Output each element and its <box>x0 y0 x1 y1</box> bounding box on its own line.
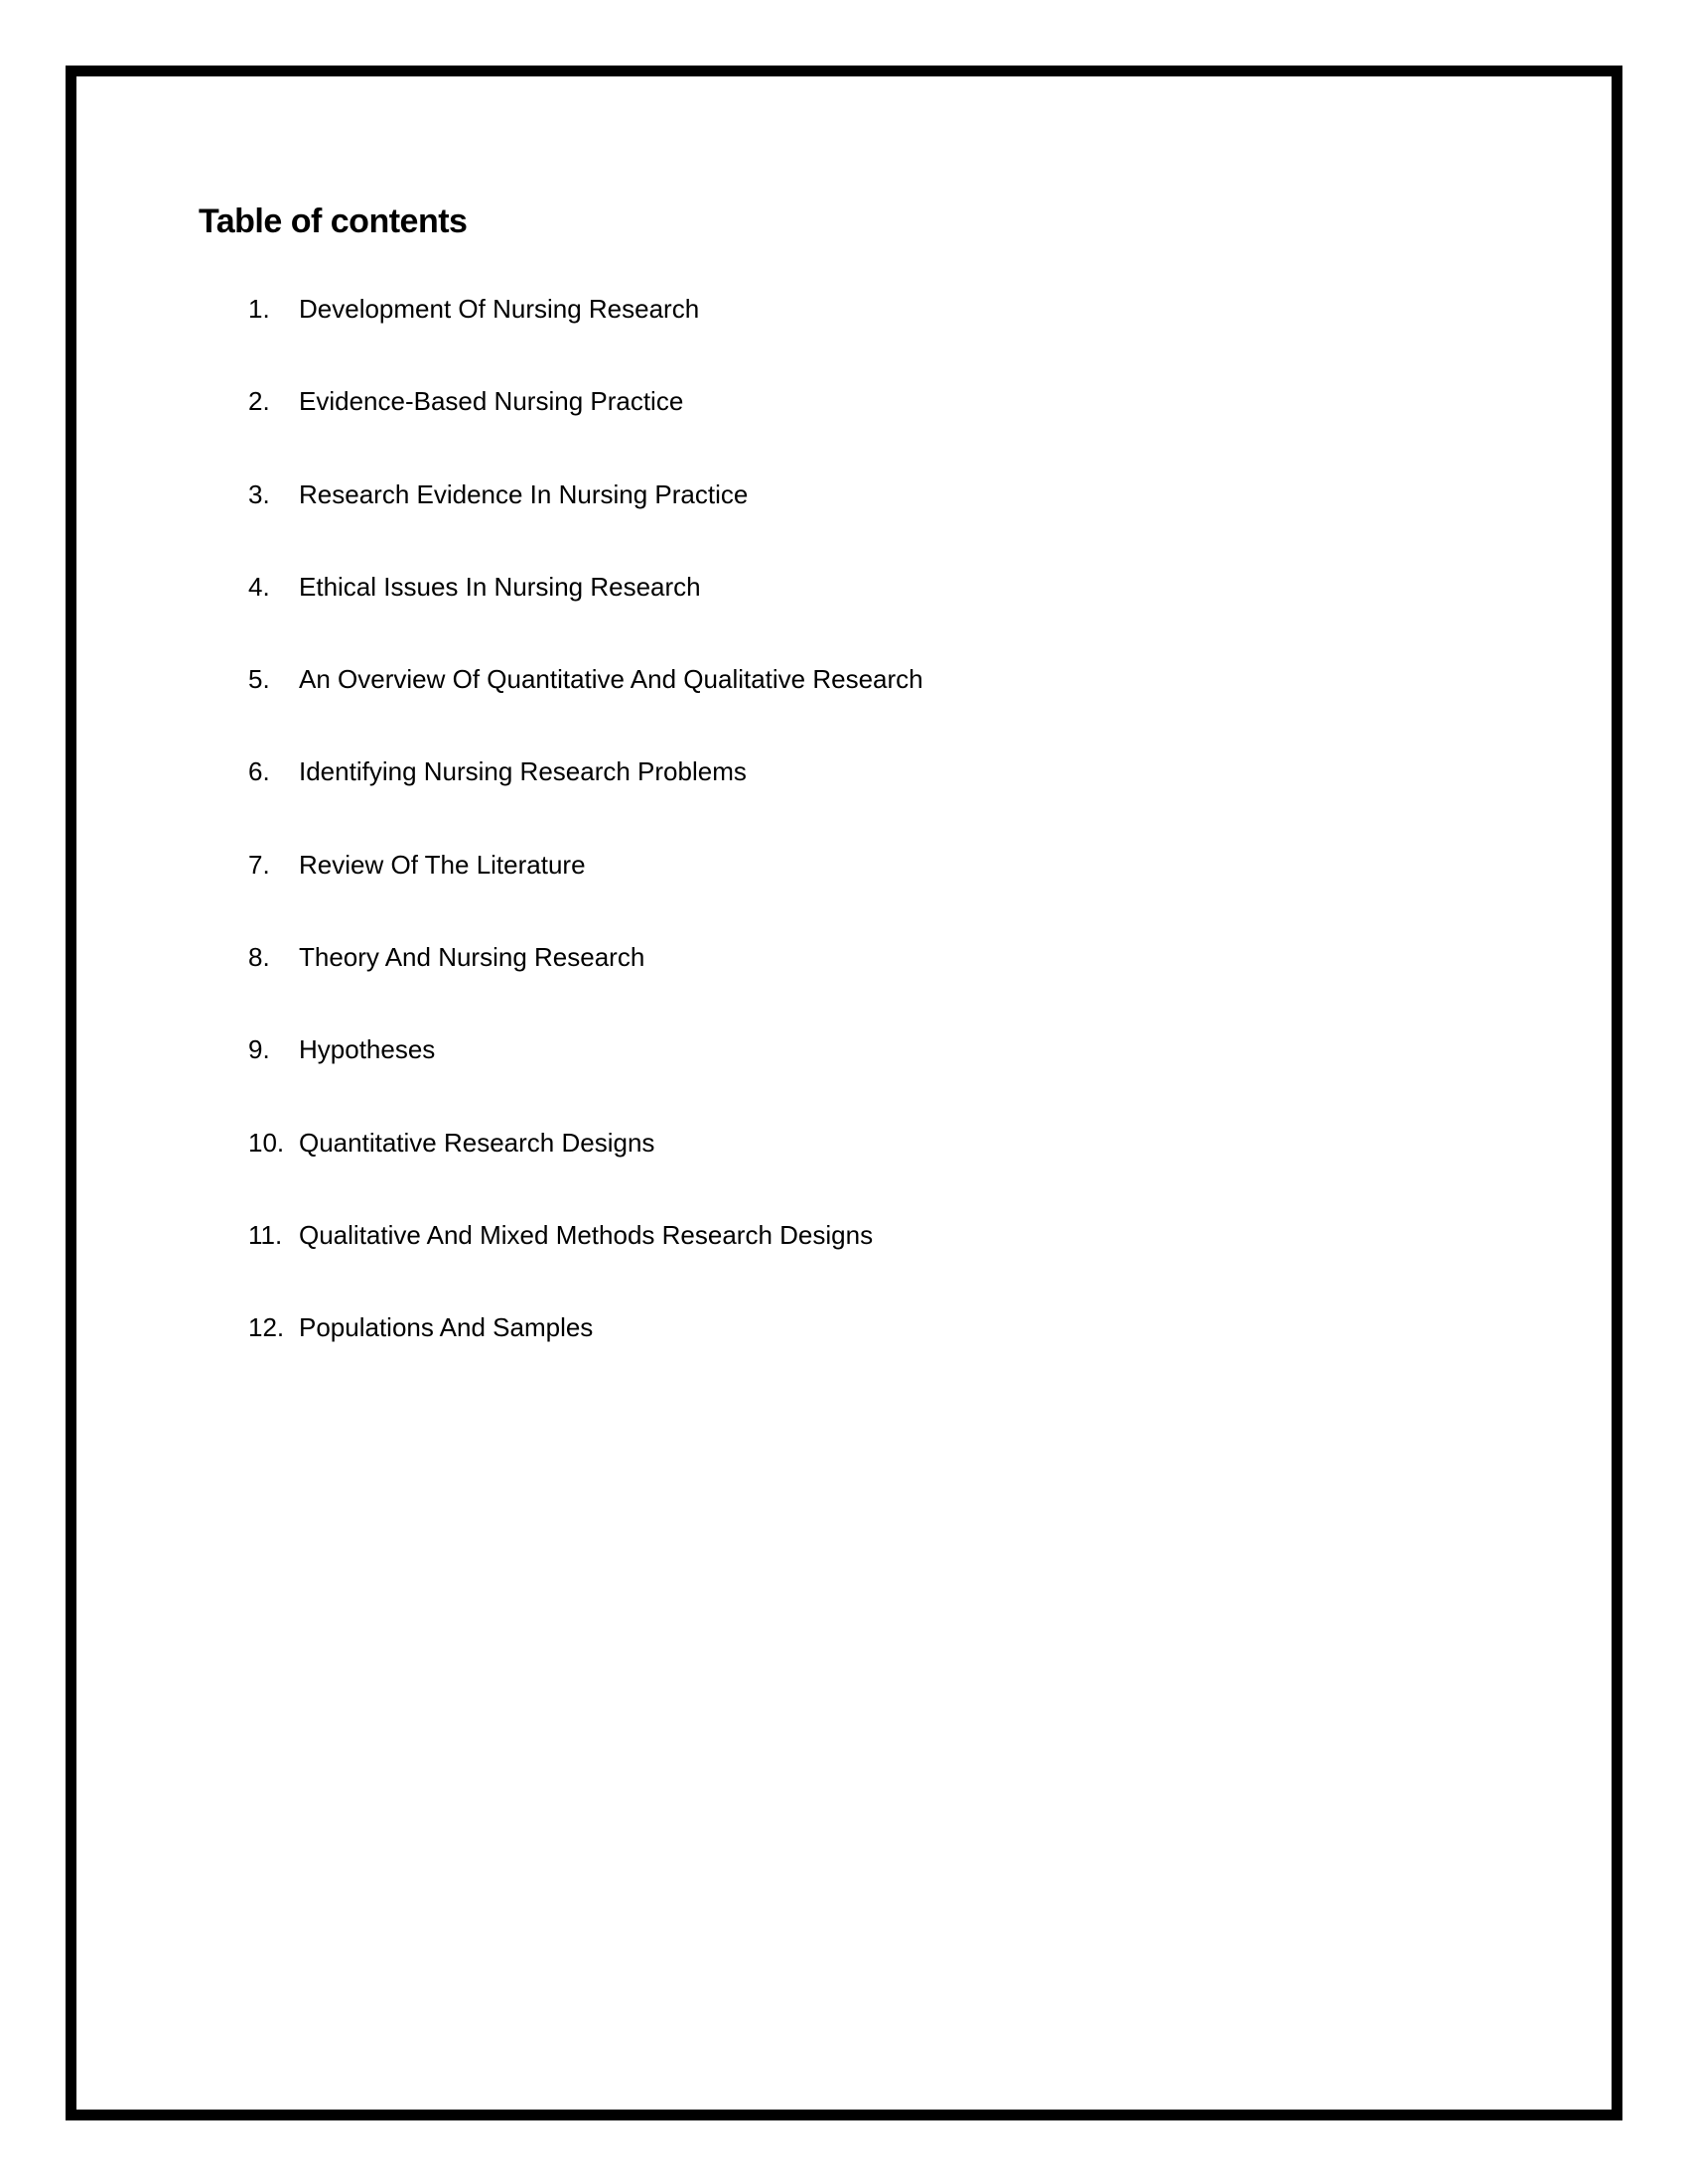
toc-item <box>248 664 923 756</box>
toc-number: 3. <box>248 478 270 509</box>
toc-label: Research Evidence In Nursing Practice <box>299 478 749 509</box>
toc-item <box>248 294 923 386</box>
toc-item <box>248 1220 923 1312</box>
toc-number: 8. <box>248 942 270 973</box>
toc-number: 1. <box>248 294 270 324</box>
toc-number: 4. <box>248 571 270 602</box>
toc-label: Review Of The Literature <box>299 849 586 880</box>
toc-item <box>248 386 923 478</box>
toc-number: 6. <box>248 756 270 787</box>
toc-number: 7. <box>248 849 270 880</box>
toc-label: Theory And Nursing Research <box>299 942 645 973</box>
toc-number: 5. <box>248 664 270 695</box>
toc-label: Identifying Nursing Research Problems <box>299 756 747 787</box>
toc-label: Development Of Nursing Research <box>299 294 700 324</box>
toc-number: 2. <box>248 386 270 417</box>
toc-list <box>248 294 923 1406</box>
toc-item <box>248 1312 923 1405</box>
toc-label: Qualitative And Mixed Methods Research Designs <box>299 1219 874 1250</box>
toc-number: 12. <box>248 1312 285 1343</box>
toc-item <box>248 479 923 572</box>
toc-label: Quantitative Research Designs <box>299 1127 655 1158</box>
toc-item <box>248 1128 923 1220</box>
toc-item <box>248 1034 923 1127</box>
toc-item <box>248 756 923 849</box>
toc-number: 11. <box>248 1219 283 1250</box>
page-title: Table of contents <box>199 203 468 240</box>
toc-item <box>248 942 923 1034</box>
toc-item <box>248 572 923 664</box>
toc-label: Ethical Issues In Nursing Research <box>299 571 701 602</box>
toc-label: An Overview Of Quantitative And Qualitative Research <box>299 664 923 695</box>
toc-item <box>248 850 923 942</box>
toc-label: Evidence-Based Nursing Practice <box>299 386 684 417</box>
toc-number: 9. <box>248 1034 270 1065</box>
toc-label: Hypotheses <box>299 1034 436 1065</box>
toc-number: 10. <box>248 1127 285 1158</box>
toc-label: Populations And Samples <box>299 1312 594 1343</box>
